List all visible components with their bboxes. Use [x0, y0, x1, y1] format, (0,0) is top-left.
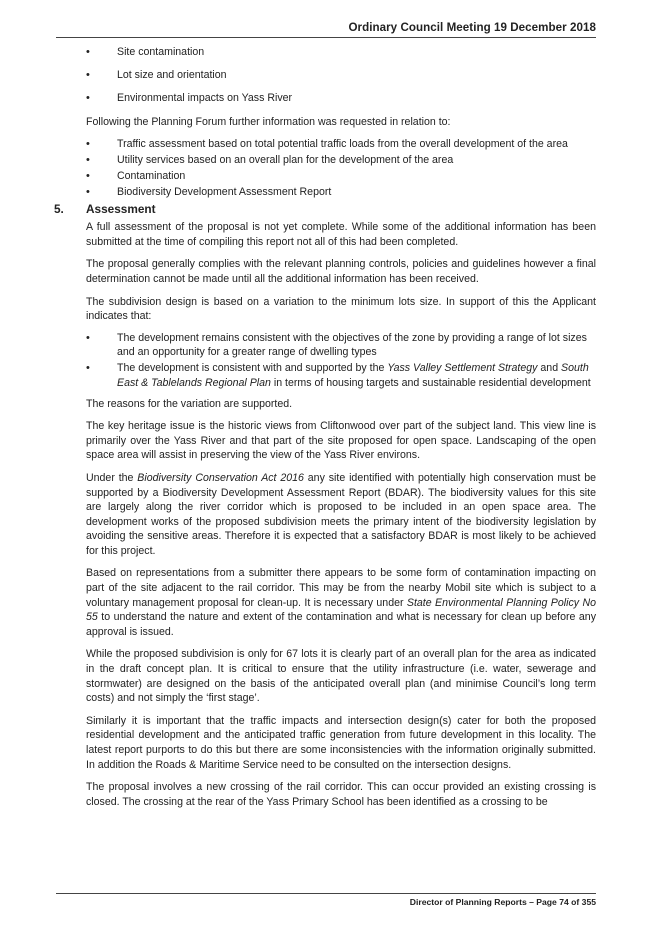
list-item: • Utility services based on an overall plan for the development of the area [86, 153, 596, 168]
list-item: • Contamination [86, 169, 596, 184]
text-run: any site identified with potentially high conservation must be supported by a Biodiversity Development Assessment Report (BDAR). The biodiversity values for this site are largely along the river corridor which is proposed to be included in an open space area. The development works of the proposed subdivision meets the primary intent of the biodiversity legislation by avoiding the sensitive areas. Therefore it is expected that a satisfactory BDAR is most likely to be achieved for this project. [86, 471, 596, 557]
paragraph: While the proposed subdivision is only for 67 lots it is clearly part of an overall plan for the area as indicated in the draft concept plan. It is critical to ensure that the utility infrastructure (i.e. water, sewerage and stormwater) are designed on the basis of the anticipated overall plan (and minimise Council’s long term costs) and not simply the ‘first stage’. [86, 648, 596, 705]
text-run: in terms of housing targets and sustainable residential development [270, 376, 591, 389]
bullet-list-applicant [86, 331, 596, 391]
section-heading [54, 201, 596, 217]
text-run-italic: Yass Valley Settlement Strategy [387, 362, 538, 375]
list-item: • Environmental impacts on Yass River [86, 91, 596, 106]
text-run-italic: Biodiversity Conservation Act 2016 [137, 471, 304, 484]
list-item: • Traffic assessment based on total potential traffic loads from the overall development of the area [86, 137, 596, 152]
paragraph: Similarly it is important that the traffic impacts and intersection design(s) cater for both the proposed residential development and the anticipated traffic generation from future development in this locality. The latest report purports to do this but there are some inconsistencies with the information originally submitted. In addition the Roads & Maritime Service need to be consulted on the intersection designs. [86, 714, 596, 771]
bullet-list-further-info [86, 137, 596, 200]
paragraph: The subdivision design is based on a variation to the minimum lots size. In support of this the Applicant indicates that: [86, 295, 596, 323]
page-footer: Director of Planning Reports – Page 74 of 355 [409, 897, 596, 907]
paragraph [86, 566, 596, 639]
page-header-title: Ordinary Council Meeting 19 December 2018 [348, 21, 596, 34]
bullet-list-issues [86, 45, 596, 106]
paragraph: The proposal generally complies with the relevant planning controls, policies and guidelines however a final determination cannot be made until all the additional information has been received. [86, 258, 596, 285]
paragraph: The proposal involves a new crossing of the rail corridor. This can occur provided an existing crossing is closed. The crossing at the rear of the Yass Primary School has been identified as a crossing to be [86, 781, 596, 808]
paragraph: A full assessment of the proposal is not yet complete. While some of the additional information has been submitted at the time of compiling this report not all of this had been completed. [86, 221, 596, 248]
forum-intro-paragraph: Following the Planning Forum further information was requested in relation to: [86, 115, 451, 128]
paragraph [86, 471, 596, 559]
text-run: Under the [86, 471, 138, 484]
text-run: and [537, 362, 562, 375]
list-item: • The development remains consistent with the objectives of the zone by providing a range of lot sizes and an opportunity for a greater range of dwelling types [86, 331, 596, 360]
text-run: The development is consistent with and supported by the [117, 362, 388, 375]
text-run-italic: South East & Tablelands Regional Plan [117, 362, 589, 389]
page-content [54, 45, 596, 809]
list-item: • Lot size and orientation [86, 68, 596, 83]
list-item: • Site contamination [86, 45, 596, 60]
section-number: 5. [54, 202, 64, 217]
paragraph: The key heritage issue is the historic views from Cliftonwood over part of the subject land. This view line is primarily over the Yass River and that part of the site proposed for open space. Landscaping of the open space area will assist in preserving the view of the Yass River environs. [86, 420, 596, 462]
paragraph: The reasons for the variation are supported. [86, 397, 293, 410]
list-item: • Biodiversity Development Assessment Report [86, 185, 596, 200]
footer-divider [56, 893, 596, 894]
header-divider [56, 37, 596, 38]
text-run: Based on representations from a submitter there appears to be some form of contamination impacting on part of the site adjacent to the rail corridor. This may be from the nearby Mobil site which is subject to a voluntary management proposal for clean-up. It is necessary under [86, 567, 596, 609]
text-run: to understand the nature and extent of the contamination and what is necessary for clean up before any approval is issued. [86, 611, 596, 638]
section-title: Assessment [86, 202, 156, 217]
list-item [86, 361, 596, 390]
text-run-italic: State Environmental Planning Policy No 55 [86, 596, 596, 624]
